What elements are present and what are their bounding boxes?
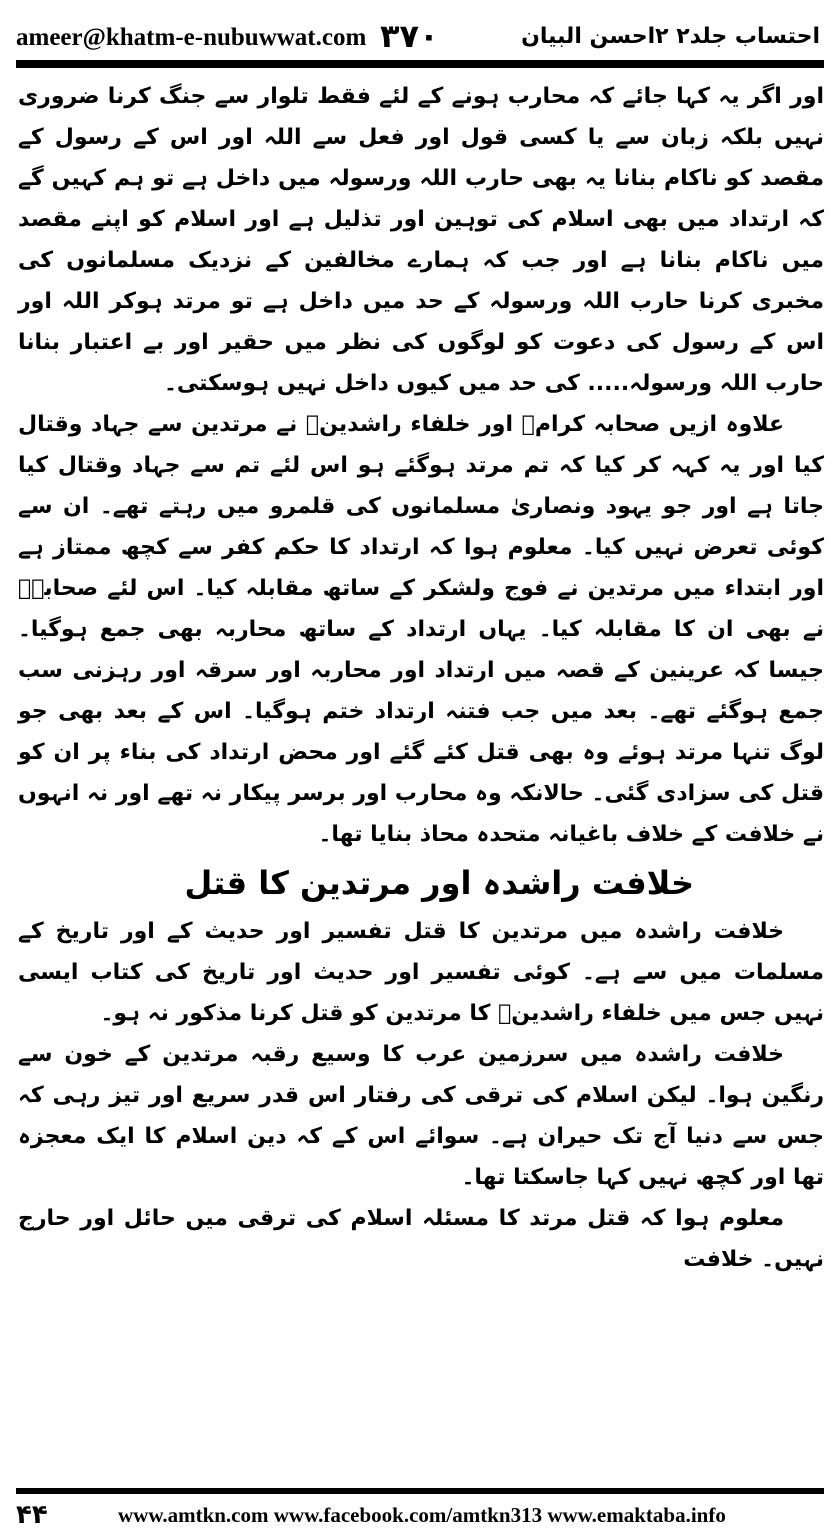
page-header — [0, 0, 840, 78]
section-paragraph-2: خلافت راشدہ میں سرزمین عرب کا وسیع رقبہ مرتدین کے خون سے رنگین ہوا۔ لیکن اسلام کی ترقی کی رفتار اس قدر سریع اور تیز رہی کہ جس سے دنیا آج تک حیران ہے۔ سوائے اس کے کہ دین اسلام کا ایک معجزہ تھا اور کچھ نہیں کہا جاسکتا تھا۔ — [18, 1042, 824, 1190]
body-text — [18, 76, 824, 1280]
header-book-title: احتساب جلد۲ ۲احسن البیان — [521, 24, 820, 49]
section-paragraph-3: معلوم ہوا کہ قتل مرتد کا مسئلہ اسلام کی ترقی میں حائل اور حارج نہیں۔ خلافت — [18, 1206, 824, 1272]
section-heading: خلافت راشدہ اور مرتدین کا قتل — [184, 864, 694, 902]
header-email: ameer@khatm-e-nubuwwat.com — [16, 24, 367, 51]
header-rule — [16, 60, 824, 68]
footer-rule — [16, 1488, 824, 1494]
paragraph-1: اور اگر یہ کہا جائے کہ محارب ہونے کے لئے فقط تلوار سے جنگ کرنا ضروری نہیں بلکہ زبان سے یا کسی قول اور فعل سے اللہ اور اس کے رسول کے مقصد کو ناکام بنانا یہ بھی حارب اللہ ورسولہ میں داخل ہے تو ہم کہیں گے کہ ارتداد میں بھی اسلام کی توہین اور تذلیل ہے اور اسلام کو اپنے مقصد میں ناکام بنانا ہے اور جب کہ ہمارے مخالفین کے نزدیک مسلمانوں کی مخبری کرنا حارب اللہ ورسولہ کے حد میں داخل ہے تو مرتد ہوکر اللہ اور اس کے رسول کی دعوت کو لوگوں کی نظر میں حقیر اور بے اعتبار بنانا حارب اللہ ورسولہ..... کی حد میں کیوں داخل نہیں ہوسکتی۔ — [18, 84, 824, 396]
footer-page-number: ۴۴ — [16, 1500, 48, 1530]
page-footer — [0, 1480, 840, 1540]
section-paragraph-1: خلافت راشدہ میں مرتدین کا قتل تفسیر اور حدیث کے اور تاریخ کے مسلمات میں سے ہے۔ کوئی تفسیر اور حدیث اور تاریخ کی کتاب ایسی نہیں جس میں خلفاء راشدینؓ کا مرتدین کو قتل کرنا مذکور نہ ہو۔ — [18, 919, 824, 1026]
header-page-number: ۳۷۰ — [380, 17, 439, 55]
paragraph-2: علاوہ ازیں صحابہ کرامؓ اور خلفاء راشدینؓ نے مرتدین سے جہاد وقتال کیا اور یہ کہہ کر کیا کہ تم مرتد ہوگئے ہو اس لئے تم سے جہاد وقتال کیا جاتا ہے اور جو یہود ونصاریٰ مسلمانوں کی قلمرو میں رہتے تھے۔ ان سے کوئی تعرض نہیں کیا۔ معلوم ہوا کہ ارتداد کا حکم کفر سے کچھ ممتاز ہے اور ابتداء میں مرتدین نے فوج ولشکر کے ساتھ مقابلہ کیا۔ اس لئے صحابہؓ نے بھی ان کا مقابلہ کیا۔ یہاں ارتداد کے ساتھ محاربہ بھی جمع ہوگیا۔ جیسا کہ عرینین کے قصہ میں ارتداد اور محاربہ اور سرقہ اور رہزنی سب جمع ہوگئے تھے۔ بعد میں جب فتنہ ارتداد ختم ہوگیا۔ اس کے بعد بھی جو لوگ تنہا مرتد ہوئے وہ بھی قتل کئے گئے اور محض ارتداد کی بناء پر ان کو قتل کی سزادی گئی۔ حالانکہ وہ محارب اور برسر پیکار نہ تھے اور نہ انہوں نے خلافت کے خلاف باغیانہ متحدہ محاذ بنایا تھا۔ — [18, 412, 824, 847]
footer-links: www.amtkn.com www.facebook.com/amtkn313 www.emaktaba.info — [118, 1503, 726, 1527]
